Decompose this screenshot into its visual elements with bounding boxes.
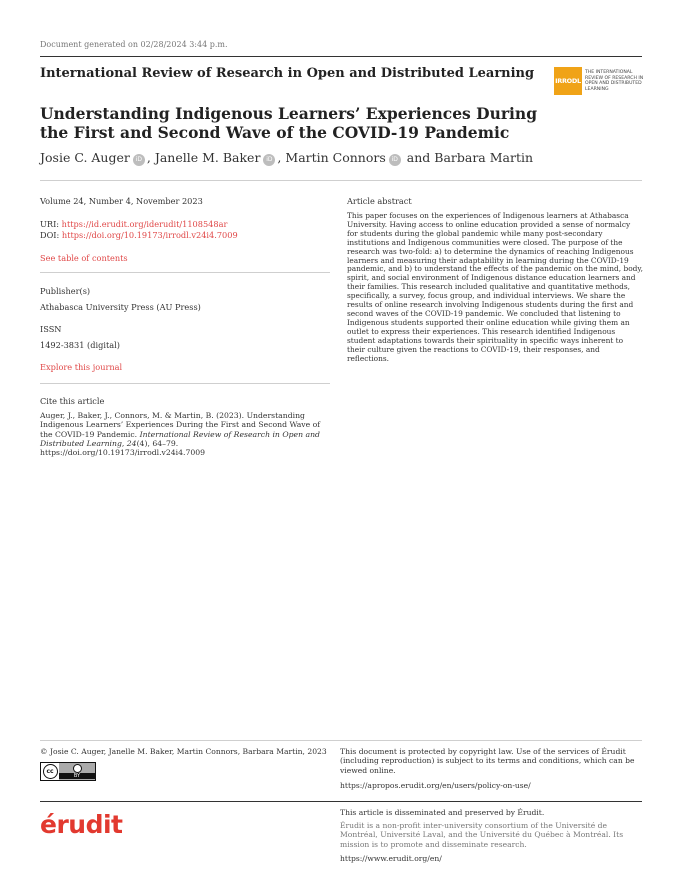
cite-heading: Cite this article <box>40 396 105 406</box>
erudit-logo[interactable]: érudit <box>40 810 123 839</box>
author-and: and <box>406 150 431 165</box>
journal-logo[interactable] <box>554 67 582 95</box>
copyright-notice: This document is protected by copyright law. Use of the services of Érudit (including reproduction) is subject to its terms and conditions, which can be viewed online. <box>340 747 635 775</box>
author-name[interactable]: Janelle M. Baker <box>154 150 261 165</box>
author-separator: , <box>277 150 282 165</box>
journal-logo-abbr: IRRODL <box>555 77 581 85</box>
footer-divider-strong <box>40 801 642 802</box>
orcid-icon[interactable]: iD <box>133 154 145 166</box>
abstract-text: This paper focuses on the experiences of Indigenous learners at Athabasca University. Having access to online education provided a sense of normalcy for students during the global pandemic while many post-secondary institutions and Indigenous communities were closed. The purpose of the research was two-fold: a) to determine the dynamics of reaching Indigenous learners and measuring their adaptability in learning during the COVID-19 pandemic, and b) to understand the effects of the pandemic on the mind, body, spirit, and social environment of Indigenous distance education learners and their families. This research included qualitative and quantitative methods, specifically, a survey, focus group, and individual interviews. We share the results of online research involving Indigenous students during the first and second waves of the COVID-19 pandemic. We concluded that listening to Indigenous students supported their online education while giving them an outlet to express their experiences. This research identified Indigenous student adaptations towards their spirituality in specific ways inherent to their culture given the reactions to COVID-19, their responses, and reflections. <box>347 211 643 363</box>
copyright-holders: © Josie C. Auger, Janelle M. Baker, Martin Connors, Barbara Martin, 2023 <box>40 747 327 756</box>
disseminated-note: This article is disseminated and preserved by Érudit. <box>340 808 545 817</box>
author-name[interactable]: Martin Connors <box>285 150 386 165</box>
article-title: Understanding Indigenous Learners’ Experiences During the First and Second Wave of the COVID-19 Pandemic <box>40 104 538 142</box>
uri-link[interactable]: https://id.erudit.org/iderudit/1108548ar <box>61 219 228 229</box>
citation-main: Auger, J., Baker, J., Connors, M. & Martin, B. (2023). Understanding Indigenous Learners’ Experiences During the First and Second Wave of the COVID-19 Pandemic. <box>40 411 321 439</box>
orcid-icon[interactable]: iD <box>263 154 275 166</box>
footer-divider <box>40 740 642 741</box>
doi-line <box>40 230 330 240</box>
volume-info: Volume 24, Number 4, November 2023 <box>40 196 203 206</box>
erudit-link[interactable]: https://www.erudit.org/en/ <box>340 854 442 863</box>
citation-journal: International Review of Research in Open and Distributed Learning <box>40 429 320 448</box>
attribution-icon <box>73 764 82 773</box>
uri-label: URI: <box>40 219 60 229</box>
journal-logo-text: THE INTERNATIONAL REVIEW OF RESEARCH IN OPEN AND DISTRIBUTED LEARNING <box>585 70 644 92</box>
title-divider <box>40 180 642 181</box>
citation-pages: (4), 64–79. https://doi.org/10.19173/irrodl.v24i4.7009 <box>40 438 206 458</box>
left-divider-1 <box>40 272 330 273</box>
left-divider-2 <box>40 383 330 384</box>
toc-link[interactable]: See table of contents <box>40 253 128 263</box>
erudit-description: Érudit is a non-profit inter-university consortium of the Université de Montréal, Université Laval, and the Université du Québec à Montréal. Its mission is to promote and disseminate research. <box>340 821 624 849</box>
citation-volume: 24 <box>126 438 137 448</box>
cc-by-license-badge[interactable] <box>40 762 96 781</box>
cc-icon: cc <box>43 764 58 779</box>
header-divider <box>40 56 642 57</box>
uri-line <box>40 219 330 229</box>
author-list <box>40 150 533 166</box>
author-name[interactable]: Josie C. Auger <box>40 150 130 165</box>
publisher-name: Athabasca University Press (AU Press) <box>40 302 201 312</box>
journal-name: International Review of Research in Open and Distributed Learning <box>40 66 535 81</box>
policy-link[interactable]: https://apropos.erudit.org/en/users/policy-on-use/ <box>340 781 531 790</box>
citation-text: Auger, J., Baker, J., Connors, M. & Martin, B. (2023). Understanding Indigenous Learners’ Experiences During the First and Second Wave of the COVID-19 Pandemic. International Review of Research in Open and Distributed Learning, 24(4), 64–79. https://doi.org/10.19173/irrodl.v24i4.7009 <box>40 411 321 458</box>
doi-link[interactable]: https://doi.org/10.19173/irrodl.v24i4.7009 <box>61 230 238 240</box>
abstract-heading: Article abstract <box>347 196 412 206</box>
publisher-heading: Publisher(s) <box>40 286 91 296</box>
issn-heading: ISSN <box>40 324 62 334</box>
cc-by-label: BY <box>59 773 95 779</box>
explore-journal-link[interactable]: Explore this journal <box>40 362 123 372</box>
generated-date: Document generated on 02/28/2024 3:44 p.m. <box>40 40 228 49</box>
author-name[interactable]: Barbara Martin <box>434 150 534 165</box>
orcid-icon[interactable]: iD <box>389 154 401 166</box>
doi-label: DOI: <box>40 230 60 240</box>
author-separator: , <box>146 150 151 165</box>
issn-value: 1492-3831 (digital) <box>40 340 120 350</box>
